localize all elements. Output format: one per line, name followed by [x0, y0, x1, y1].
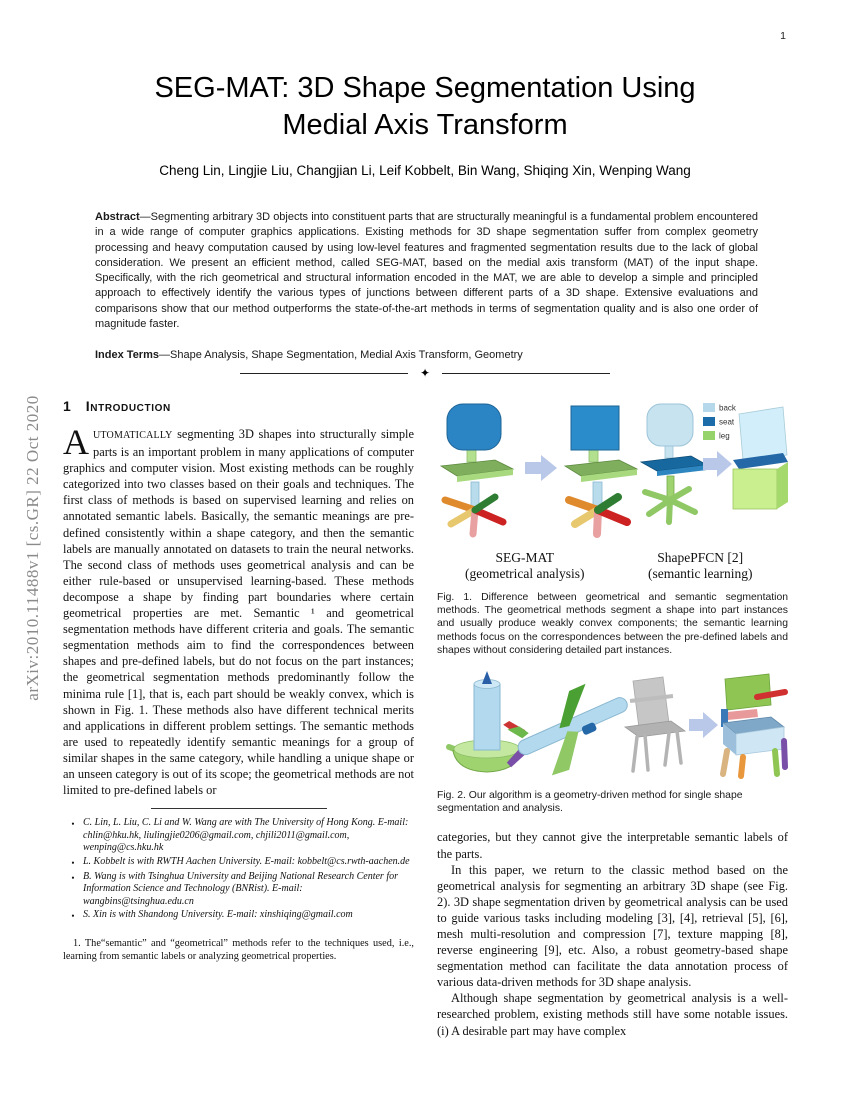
author-affiliations: [63, 817, 414, 923]
section-number: 1: [63, 398, 71, 414]
abstract-label: Abstract: [95, 211, 140, 223]
right-column: [437, 398, 788, 1088]
affiliation-text: B. Wang is with Tsinghua University and Beijing National Research Center for Information Science and Technology (BNRist). E-mail: wangbins@tsinghua.edu.cn: [83, 870, 398, 907]
footnote-rule: [151, 808, 327, 809]
index-terms-text: —Shape Analysis, Shape Segmentation, Medial Axis Transform, Geometry: [159, 349, 523, 362]
affiliation-item: [63, 871, 414, 909]
bullet-icon: •: [71, 857, 75, 868]
drop-cap: A: [63, 422, 89, 462]
method-subtitle: (geometrical analysis): [464, 565, 585, 581]
abstract-paragraph: [95, 210, 758, 332]
gray-chair-model: [625, 677, 685, 771]
svg-text:back: back: [719, 403, 736, 413]
paragraph: Although shape segmentation by geometrical analysis is a well-researched problem, existing methods still have some notable issues. (i) A desirable part may have complex: [437, 991, 788, 1038]
index-terms: [95, 348, 758, 363]
method-name: SEG-MAT: [495, 550, 554, 565]
candle-model: [449, 671, 521, 772]
figure-1-legend: [703, 403, 737, 441]
figure-2: [437, 671, 788, 815]
affiliation-item: [63, 856, 414, 870]
author-list: Cheng Lin, Lingjie Liu, Changjian Li, Leif Kobbelt, Bin Wang, Shiqing Xin, Wenping Wang: [159, 163, 691, 178]
chair-semantic-input: [641, 404, 707, 522]
index-terms-label: Index Terms: [95, 349, 159, 362]
method-name: ShapePFCN [2]: [657, 550, 744, 565]
paper-title-line2: Medial Axis Transform: [282, 109, 568, 141]
abstract-text: —Segmenting arbitrary 3D objects into constituent parts that are structurally meaningful is a fundamental problem encountered in a wide range of computer graphics applications. Existing methods for 3D shape segmentation suffer from complex geometry processing and heavy computation caused by using low-level features and fragmented segmentation results due to the lack of global consideration. We present an efficient method, called SEG-MAT, based on the medial axis transform (MAT) of the input shape. Specifically, with the rich geometrical and structural information encoded in the MAT, we are able to develop a simple and principled approach to effectively identify the various types of junctions between different parts of a 3D shape. Extensive evaluations and comparisons show that our method outperforms the state-of-the-art methods in terms of segmentation quality and is also one order of magnitude faster.: [95, 211, 758, 331]
airplane-model: [491, 672, 643, 779]
page-number: 1: [780, 30, 786, 42]
svg-text:leg: leg: [719, 431, 730, 441]
section-divider: [0, 368, 850, 378]
bullet-icon: •: [71, 872, 75, 883]
figure-2-caption: Fig. 2. Our algorithm is a geometry-driven method for single shape segmentation and analysis.: [437, 790, 743, 815]
diamond-ornament-icon: ✦: [419, 366, 431, 380]
arxiv-identifier: arXiv:2010.11488v1 [cs.GR] 22 Oct 2020: [23, 395, 42, 701]
figure-1: [437, 398, 788, 657]
figure-1-method-labels: [437, 550, 788, 581]
paragraph: In this paper, we return to the classic method based on the geometrical analysis for segmenting an arbitrary 3D shape (see Fig. 2). 3D shape segmentation driven by geometrical analysis can be used to guide various tasks including modeling [3], [4], retrieval [5], [6], mesh multi-resolution and compression [7], texture mapping [8], reverse engineering [9], etc. Also, a robust geometry-based shape segmentation method can facilitate the data annotation process of various data-driven methods for 3D shape analysis.: [437, 862, 788, 990]
figure-1-image: [437, 398, 788, 548]
introduction-paragraph: [63, 422, 414, 798]
left-column: [63, 398, 414, 1060]
method-label-segmat: [437, 550, 613, 581]
affiliation-text: S. Xin is with Shandong University. E-mail: xinshiqing@gmail.com: [83, 909, 353, 921]
right-column-text: [437, 829, 788, 1038]
chair-geometrical-result: [565, 406, 637, 534]
section-heading-introduction: [63, 398, 414, 414]
arrow-icon: [703, 451, 732, 477]
bullet-icon: •: [71, 819, 75, 830]
affiliation-text: C. Lin, L. Liu, C. Li and W. Wang are with The University of Hong Kong. E-mail: chlin@hku.hk, liulingjie0206@gmail.com, chjili2011@gmail.com, wenping@cs.hku.hk: [83, 817, 409, 854]
paragraph: categories, but they cannot give the interpretable semantic labels of the parts.: [437, 830, 788, 861]
chair-semantic-result: [733, 407, 788, 509]
intro-lead-word: UTOMATICALLY: [93, 430, 173, 441]
section-title: Introduction: [85, 398, 171, 414]
segmented-chair-model: [721, 674, 785, 776]
divider-rule-right: [442, 373, 610, 374]
svg-text:seat: seat: [719, 417, 735, 427]
method-label-shapepfcn: [613, 550, 789, 581]
footnote-block: [63, 808, 414, 963]
method-subtitle: (semantic learning): [647, 565, 753, 581]
arrow-icon: [689, 712, 718, 738]
chair-geometrical-input: [441, 404, 513, 534]
figure-1-caption: Fig. 1. Difference between geometrical and semantic segmentation methods. The geometrical methods segment a shape into part instances and usually produce weakly convex components; the semantic learning methods focus on the correspondences between the pre-defined labels and shapes without considering detailed part instances.: [437, 592, 788, 656]
intro-paragraph-text: segmenting 3D shapes into structurally simple parts is an important problem in many applications of computer graphics and computer vision. Most existing methods can be roughly categorized into two classes based on their goals and techniques. The first class of methods is based on supervised learning and relies on annotated semantic labels. Basically, the semantic meanings are pre-defined consistently within a shape category, and then the semantic labels are manually annotated on datasets to train the neural networks. The second class of methods uses geometrical analysis and can be either rule-based or unsupervised learning-based. These methods decompose a shape by finding part boundaries where certain geometrical properties are met. Semantic ¹ and geometrical segmentation methods have different criteria and goals. The semantic segmentation methods aim to find the correspondences between shapes and pre-defined labels, but do not focus on the part instances; the geometrical segmentation methods predominantly follow the minima rule [1], that is, each part should be weakly convex, which is shown in Fig. 1. These methods also have different technical merits and applications in different problem settings. The semantic methods are used to repeatedly identify semantic meanings for a group of similar shapes in the same category, while handling a unique shape or an unseen category is out of its scope; the geometrical methods are not limited to pre-defined labels or: [63, 427, 414, 798]
divider-rule-left: [240, 373, 408, 374]
affiliation-item: [63, 817, 414, 855]
footnote-1: 1. The“semantic” and “geometrical” methods refer to the techniques used, i.e., learning from semantic labels or analyzing geometrical properties.: [63, 937, 414, 962]
arrow-icon: [525, 455, 557, 481]
affiliation-text: L. Kobbelt is with RWTH Aachen University. E-mail: kobbelt@cs.rwth-aachen.de: [83, 855, 410, 867]
affiliation-item: [63, 909, 414, 923]
figure-2-image: [437, 671, 788, 779]
bullet-icon: •: [71, 911, 75, 922]
paper-title-line1: SEG-MAT: 3D Shape Segmentation Using: [154, 72, 696, 104]
paper-title: [0, 70, 850, 144]
abstract-block: [95, 210, 758, 364]
